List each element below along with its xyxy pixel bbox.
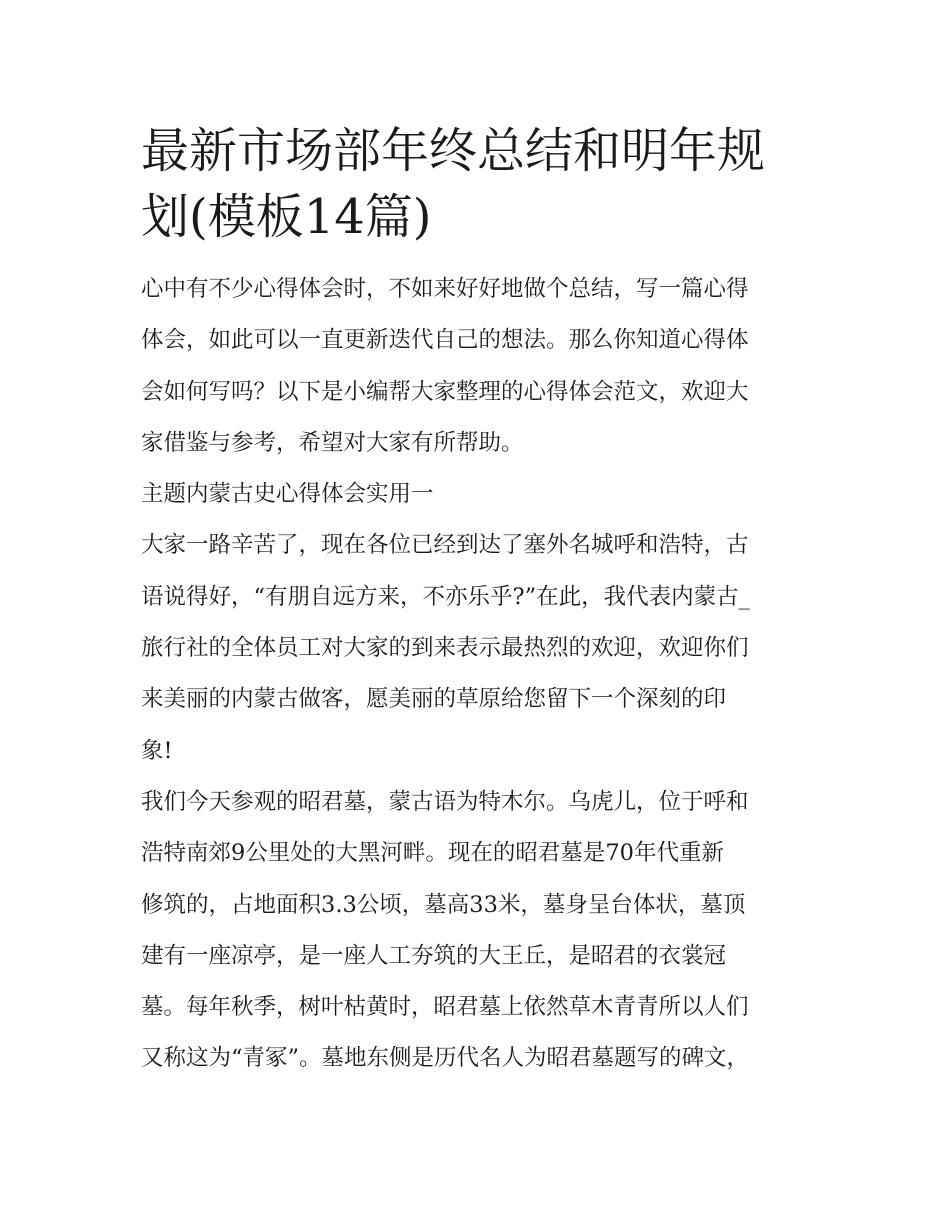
text-line: 大家一路辛苦了，现在各位已经到达了塞外名城呼和浩特，古 [141, 532, 749, 559]
text-line: 墓。每年秋季，树叶枯黄时，昭君墓上依然草木青青所以人们 [141, 994, 749, 1021]
text-line: 浩特南郊9公里处的大黑河畔。现在的昭君墓是70年代重新 [141, 840, 724, 867]
text-line: 家借鉴与参考，希望对大家有所帮助。 [141, 429, 524, 456]
text-line: 语说得好，“有朋自远方来，不亦乐乎?”在此，我代表内蒙古_ [141, 583, 750, 610]
document-page [141, 118, 813, 1085]
text-line: 象! [141, 737, 173, 764]
section-heading [141, 469, 813, 520]
text-line: 体会，如此可以一直更新迭代自己的想法。那么你知道心得体 [141, 327, 749, 354]
body-paragraph [141, 777, 813, 1085]
text-line: 心中有不少心得体会时，不如来好好地做个总结，写一篇心得 [141, 276, 749, 302]
text-line: 建有一座凉亭，是一座人工夯筑的大王丘，是昭君的衣裳冠 [141, 942, 727, 969]
text-line: 主题内蒙古史心得体会实用一 [141, 481, 434, 508]
body-paragraph [141, 520, 813, 776]
text-line: 旅行社的全体员工对大家的到来表示最热烈的欢迎，欢迎你们 [141, 635, 749, 662]
document-title [141, 118, 813, 250]
text-line: 我们今天参观的昭君墓，蒙古语为特木尔。乌虎儿，位于呼和 [141, 788, 749, 815]
intro-paragraph [141, 264, 813, 469]
title-line: 划(模板14篇) [141, 189, 432, 245]
title-line: 最新市场部年终总结和明年规 [141, 123, 766, 179]
text-line: 修筑的，占地面积3.3公顷，墓高33米，墓身呈台体状，墓顶 [141, 891, 746, 918]
text-line: 来美丽的内蒙古做客，愿美丽的草原给您留下一个深刻的印 [141, 686, 727, 713]
text-line: 会如何写吗？以下是小编帮大家整理的心得体会范文，欢迎大 [141, 378, 749, 405]
text-line: 又称这为“青冢”。墓地东侧是历代名人为昭君墓题写的碑文， [141, 1045, 750, 1072]
